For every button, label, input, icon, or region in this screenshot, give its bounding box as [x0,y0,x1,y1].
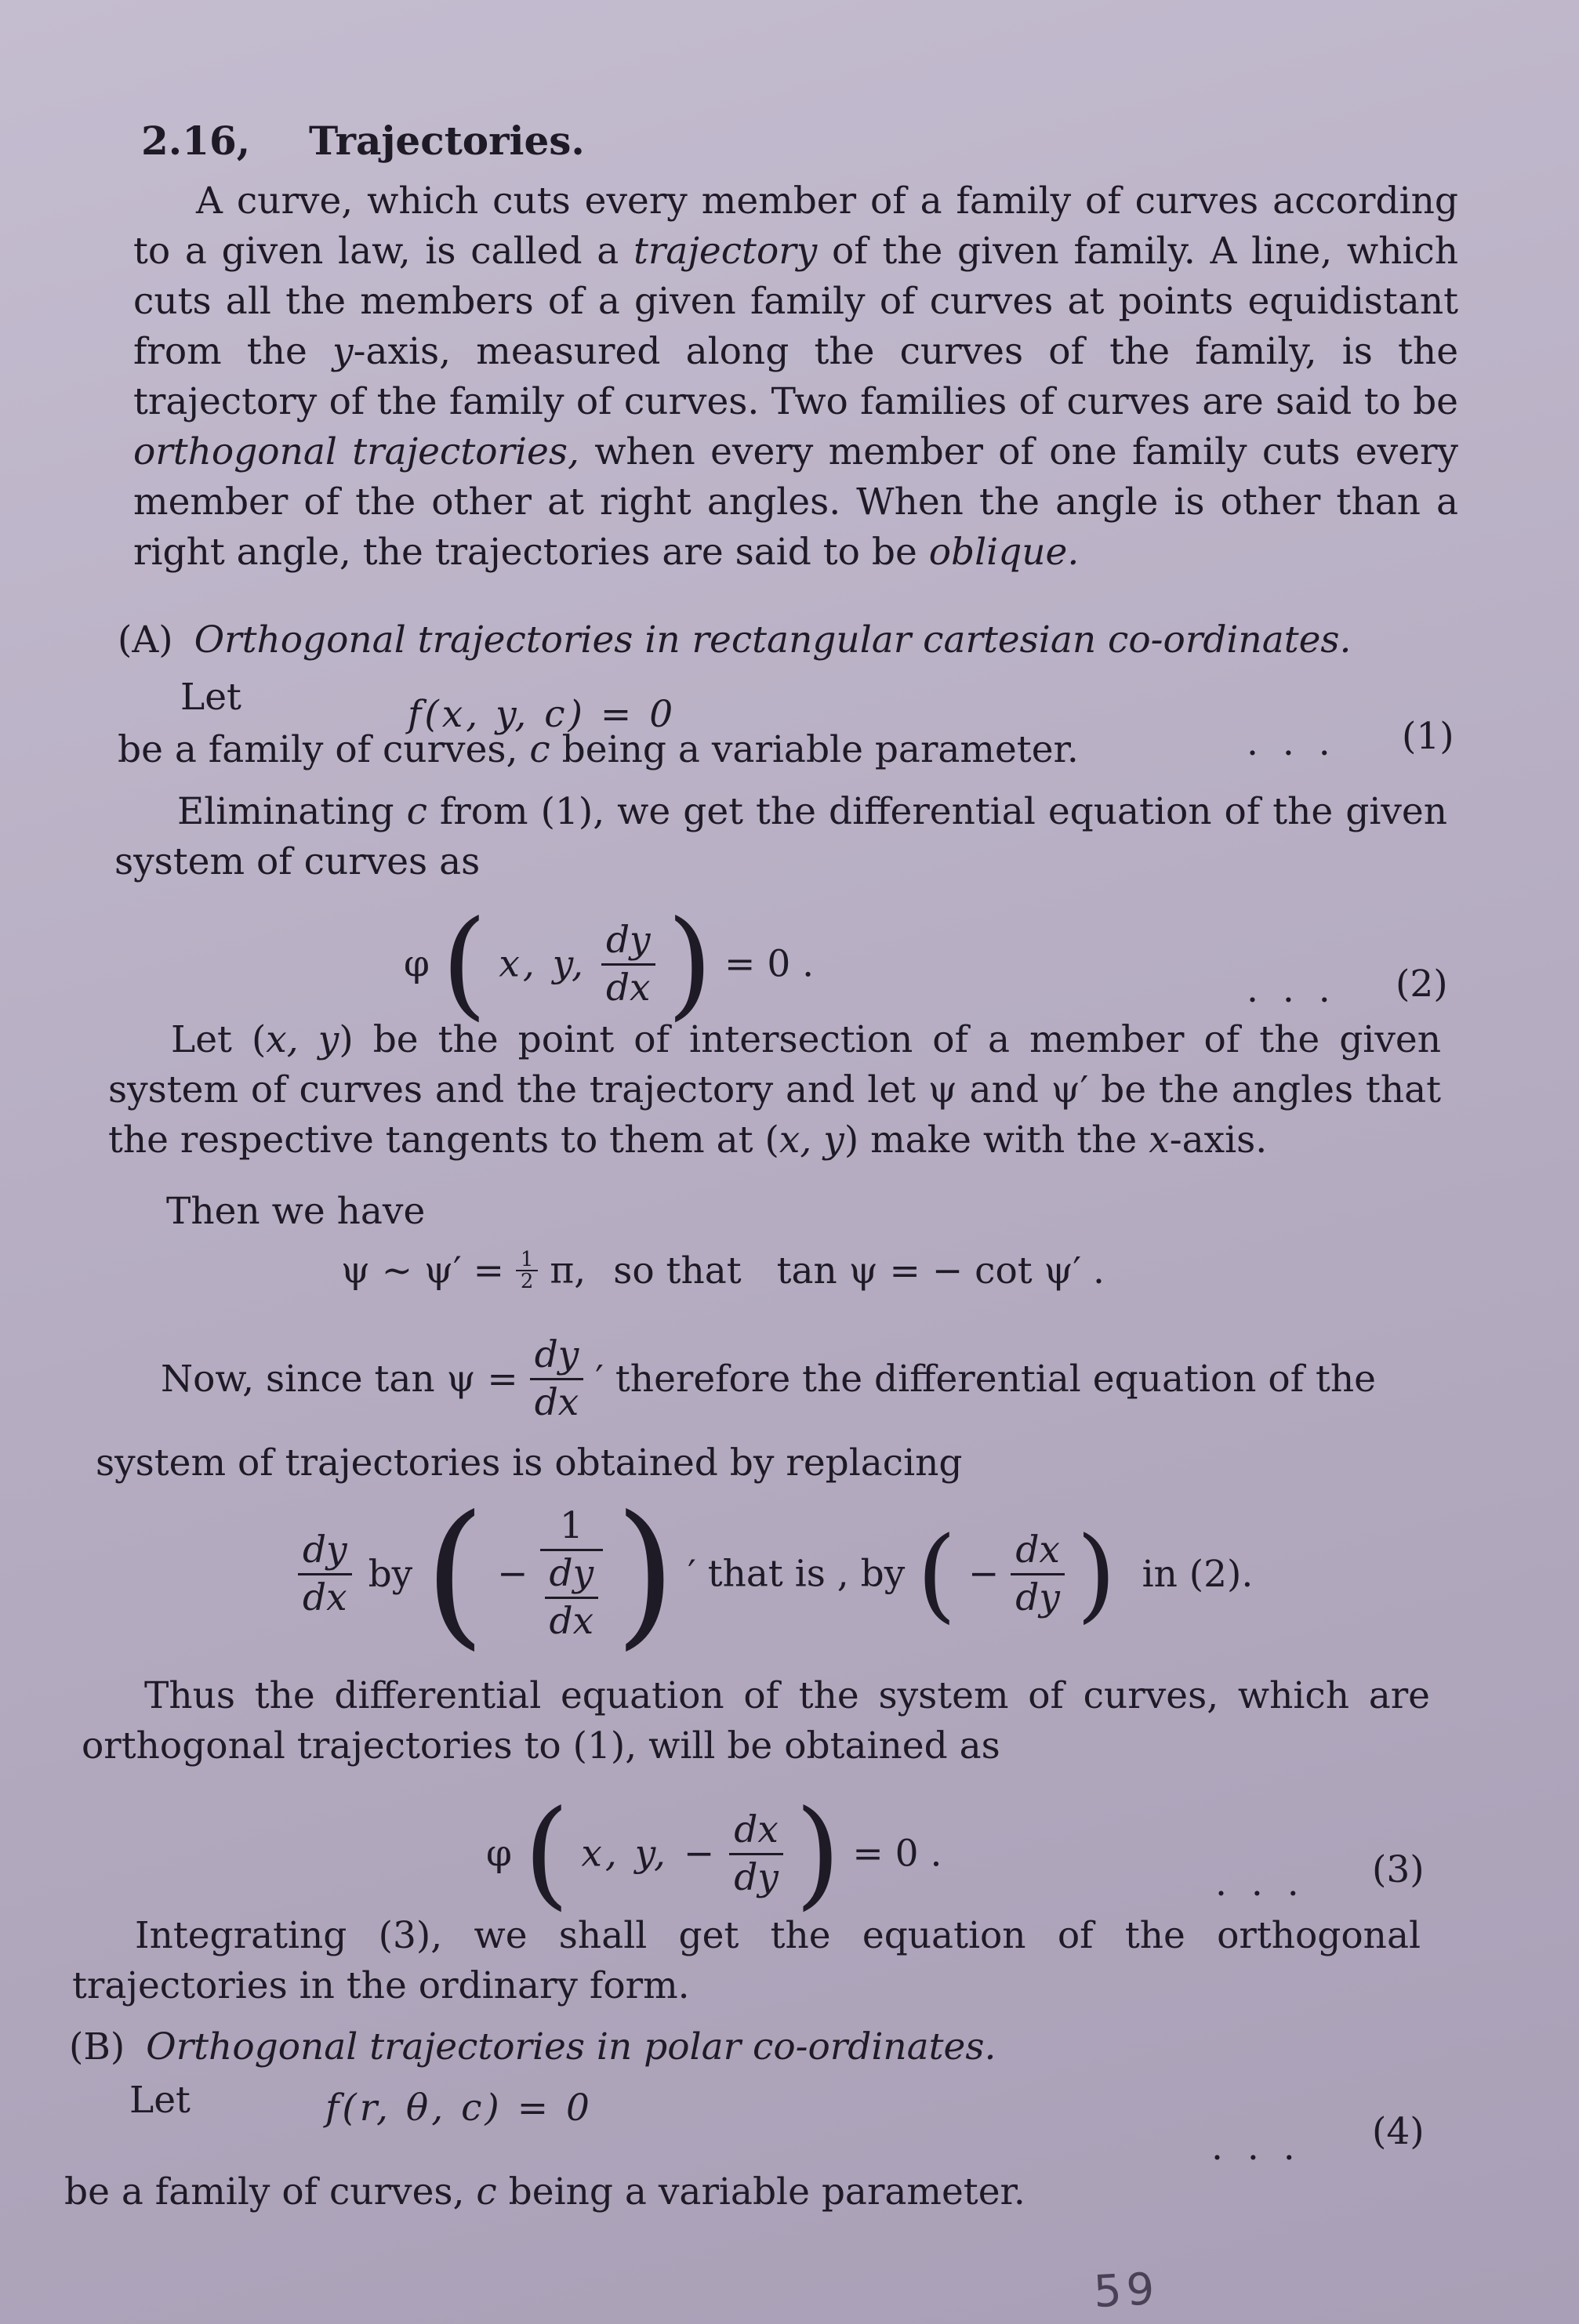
rep-minus: − [497,1552,528,1596]
term-trajectory: trajectory [633,230,818,273]
thus-paragraph [82,1671,1430,1771]
eq2-rhs: = 0 . [724,942,815,986]
term-orthogonal: orthogonal trajectories, [133,430,579,473]
intro-text-4: when every member of one family cuts every member of the other at right angles. When the angle is other than a right angle, the trajectories are said to be [133,430,1458,574]
family-b-text-a: be a family of curves, [64,2170,477,2213]
letxy-b: ) be the point of intersection of a member of the given system of curves and the trajectory and let ψ and ψ′ be the angles that the respective tangents to them at ( [108,1018,1441,1162]
intro-text-1: A curve, which cuts every member of a family of curves according to a given law, is called a [133,179,1458,273]
rep-paren-close: ) [615,1482,677,1665]
var-c-b: c [476,2170,497,2213]
rep-inner-dx: dx [549,1600,594,1643]
part-b-label: (B) [69,2025,125,2068]
family-line-a [118,725,1079,775]
thus-text: Thus the differential equation of the system of curves, which are orthogonal trajectories to (1), will be obtained as [82,1674,1430,1767]
now-b: ′ therefore the differential equation of the [595,1358,1376,1401]
letxy-xy-2: x, y [779,1118,844,1162]
family-text-a: be a family of curves, [118,728,530,771]
paren-close: ) [666,896,713,1032]
section-heading [141,116,585,166]
now-dy: dy [530,1332,584,1380]
rep-dx: dx [303,1575,347,1619]
letxy-x: x [1149,1118,1170,1162]
letxy-xy: x, y [266,1018,339,1061]
eq3-args: x, y, − [581,1832,718,1876]
eq2-dx: dx [605,966,651,1010]
half-fraction [516,1249,539,1292]
now-fraction [530,1332,584,1426]
intro-text-2: of the given family. A line, which cuts all the members of a given family of curves at points equidistant from the [133,230,1459,373]
now-a: Now, since tan ψ = [161,1358,530,1401]
rep-paren-open: ( [424,1482,486,1665]
rep-paren-open-2: ( [917,1514,956,1633]
section-title: Trajectories. [309,118,585,164]
part-b-heading [69,2022,996,2072]
equation-4-number: (4) [1372,2110,1425,2153]
equation-3 [486,1786,942,1922]
equation-1: f(x, y, c) = 0 [408,693,677,736]
integrating-text: Integrating (3), we shall get the equation of the orthogonal trajectories in the ordinary form. [72,1914,1421,2007]
rep-inner [540,1551,604,1644]
rep-one: 1 [540,1503,604,1551]
paren-open: ( [441,896,488,1032]
term-oblique: oblique. [928,531,1080,574]
half-den: 2 [520,1270,534,1293]
section-number: 2.16, [141,118,251,164]
eq2-args: x, y, [499,942,601,986]
equation-2 [404,896,815,1032]
dots-3: . . . [1215,1862,1305,1905]
var-y: y [332,330,354,373]
part-b-title: Orthogonal trajectories in polar co-ordinates. [146,2025,996,2068]
rep-minus-2: − [967,1552,1000,1596]
integrating-paragraph [72,1911,1421,2011]
elim-text-b: from (1), we get the differential equation of the given system of curves as [114,790,1448,883]
rel-pi: π, [550,1249,586,1293]
dots-1: . . . [1247,721,1337,764]
family-line-b [64,2167,1025,2217]
rep-paren-close-2: ) [1076,1514,1116,1633]
intro-paragraph [133,176,1458,578]
rep-that-is: ′ that is , by [688,1552,906,1596]
then-we-have: Then we have [166,1190,426,1233]
psi-relation [341,1246,1105,1293]
now-dx: dx [534,1381,579,1424]
eq3-paren-close: ) [794,1786,841,1922]
letxy-d: -axis. [1169,1118,1268,1162]
rep-fraction-2 [1011,1528,1065,1621]
replacement-line [298,1482,1254,1665]
phi-symbol: φ [404,942,430,986]
rep-dx-2: dx [1011,1528,1065,1575]
eliminating-paragraph [114,787,1447,887]
rel-left: ψ ~ ψ′ = [341,1249,516,1293]
part-a-label: (A) [118,618,173,662]
dots-4: . . . [1211,2126,1301,2169]
eq3-dy: dy [734,1855,779,1899]
eq3-rhs: = 0 . [852,1832,942,1876]
eq2-fraction [601,918,655,1011]
letxy-a: Let ( [171,1018,267,1061]
part-a-title: Orthogonal trajectories in rectangular cartesian co-ordinates. [194,618,1352,662]
equation-3-number: (3) [1372,1848,1425,1891]
now-since-line [161,1332,1376,1426]
page-number: 59 [1092,2263,1160,2319]
system-line: system of trajectories is obtained by replacing [96,1441,963,1485]
eq3-paren-open: ( [523,1786,570,1922]
rep-in: in (2). [1142,1552,1254,1596]
eq2-dy: dy [601,918,655,966]
family-text-b: being a variable parameter. [550,728,1079,771]
rep-compound-fraction [540,1503,604,1644]
family-b-text-b: being a variable parameter. [496,2170,1025,2213]
rep-inner-fraction [545,1551,599,1644]
eq3-fraction [729,1807,783,1901]
rep-inner-dy: dy [545,1551,599,1599]
var-c-2: c [406,790,427,833]
equation-4: f(r, θ, c) = 0 [325,2087,593,2130]
rep-dy-2: dy [1015,1575,1060,1619]
var-c: c [529,728,550,771]
intersection-paragraph [108,1015,1441,1166]
dots-2: . . . [1247,968,1337,1011]
rel-so-that: so that [613,1249,742,1293]
rep-by: by [368,1552,413,1596]
eq3-dx: dx [729,1807,783,1855]
rep-fraction-1 [298,1528,352,1621]
letxy-c: ) make with the [844,1118,1149,1162]
intro-text-3: -axis, measured along the curves of the family, is the trajectory of the family of curves. Two families of curves are said to be [133,330,1459,423]
rel-right: tan ψ = − cot ψ′ . [776,1249,1105,1293]
elim-text-a: Eliminating [177,790,407,833]
equation-2-number: (2) [1396,963,1448,1006]
rep-dy: dy [298,1528,352,1575]
let-label-a: Let [180,676,241,719]
let-label-b: Let [129,2079,191,2122]
half-num: 1 [516,1249,539,1271]
part-a-heading [118,615,1352,665]
phi-symbol-3: φ [486,1832,512,1876]
equation-1-number: (1) [1402,715,1454,758]
